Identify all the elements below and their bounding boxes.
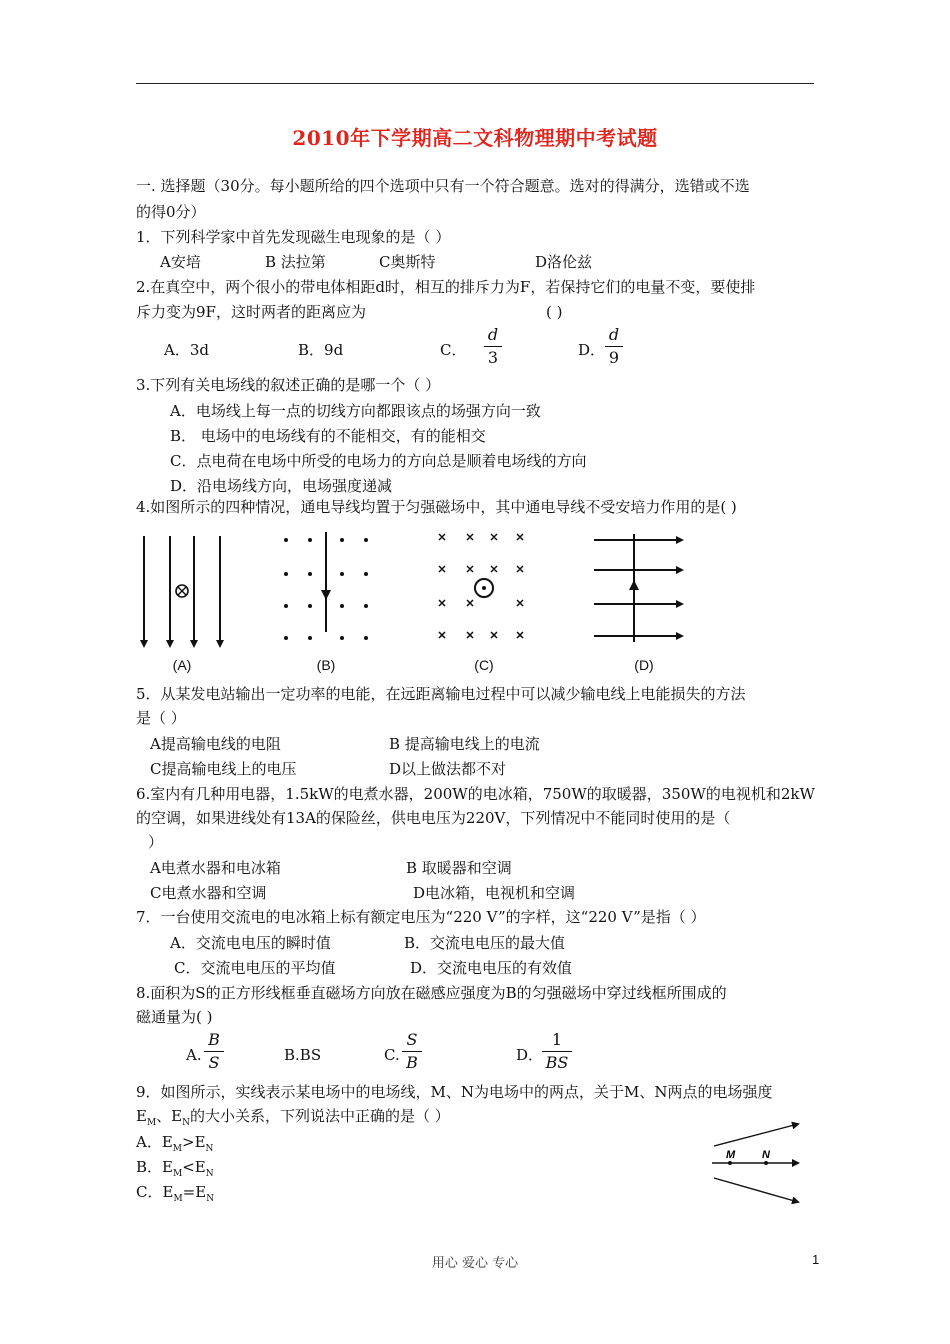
q8-option-c: C.: [384, 1046, 400, 1064]
q9-field-lines-figure: [706, 1118, 802, 1208]
q3-option-c: C．点电荷在电场中所受的电场力的方向总是顺着电场线的方向: [170, 452, 587, 470]
q8-option-b: B.BS: [284, 1046, 322, 1064]
q1-option-b: B 法拉第: [265, 253, 326, 271]
q8-stem-cont: 磁通量为( ): [136, 1008, 213, 1026]
q2-stem: 2.在真空中，两个很小的带电体相距d时，相互的排斥力为F，若保持它们的电量不变，要使排: [136, 278, 756, 296]
q2-option-d: D．: [578, 341, 606, 359]
q4-stem: 4.如图所示的四种情况，通电导线均置于匀强磁场中，其中通电导线不受安培力作用的是( ): [136, 498, 737, 516]
q3-option-d: D．沿电场线方向，电场强度递减: [170, 477, 393, 495]
q6-option-b: B 取暖器和空调: [406, 859, 512, 877]
figure-label-d: (D): [634, 657, 654, 673]
q3-option-a: A．电场线上每一点的切线方向都跟该点的场强方向一致: [170, 402, 541, 420]
q4-figures: [130, 528, 700, 678]
point-m-label: M: [726, 1149, 736, 1161]
q2-option-c-fraction: [484, 326, 502, 367]
q9-option-b: B．$E_M<E_N$: [136, 1158, 214, 1179]
q9-stem: 9．如图所示，实线表示某电场中的电场线，M、N为电场中的两点，关于M、N两点的电场强度: [136, 1083, 773, 1101]
denominator: BS: [545, 1053, 569, 1072]
q7-option-a: A．交流电电压的瞬时值: [170, 934, 331, 952]
q8-option-a-fraction: [204, 1031, 224, 1072]
q3-stem: 3.下列有关电场线的叙述正确的是哪一个（ ）: [136, 376, 441, 394]
header-rule: [136, 83, 814, 84]
numerator: S: [406, 1030, 418, 1049]
q6-stem: 6.室内有几种用电器，1.5kW的电煮水器，200W的电冰箱，750W的取暖器，350W的电视机和2kW: [136, 785, 815, 803]
section-heading-cont: 的得0分）: [136, 203, 206, 221]
q1-option-c: C奥斯特: [379, 253, 436, 271]
q6-option-a: A电煮水器和电冰箱: [150, 859, 281, 877]
numerator: 1: [551, 1030, 563, 1049]
q7-option-b: B．交流电电压的最大值: [404, 934, 566, 952]
q1-option-a: A安培: [160, 253, 201, 271]
q9-option-c: C．$E_M=E_N$: [136, 1183, 215, 1204]
q9-stem-cont: $E_M$、$E_N$的大小关系，下列说法中正确的是（ ）: [136, 1107, 450, 1128]
section-heading: 一. 选择题（30分。每小题所给的四个选项中只有一个符合题意。选对的得满分，选错或不选: [136, 177, 750, 195]
q5-option-a: A提高输电线的电阻: [150, 735, 281, 753]
q8-option-d: D．: [516, 1046, 544, 1064]
page-number: 1: [812, 1252, 820, 1267]
page-footer: 用心 爱心 专心: [431, 1256, 519, 1271]
q8-option-c-fraction: [402, 1031, 422, 1072]
q5-option-d: D以上做法都不对: [389, 760, 507, 778]
q9-option-a: A．$E_M>E_N$: [136, 1133, 214, 1154]
q2-answer-paren: ( ): [546, 303, 563, 321]
q5-stem: 5．从某发电站输出一定功率的电能，在远距离输电过程中可以减少输电线上电能损失的方法: [136, 685, 746, 703]
q7-option-c: C．交流电电压的平均值: [174, 959, 336, 977]
q5-option-b: B 提高输电线上的电流: [389, 735, 540, 753]
q1-stem: 1．下列科学家中首先发现磁生电现象的是（ ）: [136, 228, 451, 246]
q7-option-d: D．交流电电压的有效值: [410, 959, 573, 977]
q6-option-d: D电冰箱，电视机和空调: [413, 884, 576, 902]
denominator: B: [406, 1053, 418, 1072]
q1-option-d: D洛伦兹: [535, 253, 593, 271]
numerator: B: [208, 1030, 220, 1049]
denominator: 3: [487, 348, 499, 367]
q8-option-a: A.: [186, 1046, 202, 1064]
q6-stem-end: ）: [148, 833, 164, 851]
q6-option-c: C电煮水器和空调: [150, 884, 267, 902]
q3-option-b: B． 电场中的电场线有的不能相交，有的能相交: [170, 427, 486, 445]
q5-stem-cont: 是（ ）: [136, 709, 186, 727]
page-title: 2010年下学期高二文科物理期中考试题: [292, 126, 658, 150]
figure-label-b: (B): [316, 657, 336, 673]
q2-option-b: B．9d: [298, 341, 344, 359]
q2-option-a: A．3d: [164, 341, 209, 359]
denominator: 9: [608, 348, 620, 367]
q6-stem-cont: 的空调，如果进线处有13A的保险丝，供电电压为220V，下列情况中不能同时使用的是（: [136, 809, 731, 827]
q5-option-c: C提高输电线上的电压: [150, 760, 297, 778]
q2-stem-cont: 斥力变为9F，这时两者的距离应为: [136, 303, 366, 321]
denominator: S: [208, 1053, 220, 1072]
numerator: d: [608, 325, 620, 344]
q7-stem: 7．一台使用交流电的电冰箱上标有额定电压为“220 V”的字样，这“220 V”是指（ ）: [136, 908, 706, 926]
q8-stem: 8.面积为S的正方形线框垂直磁场方向放在磁感应强度为B的匀强磁场中穿过线框所围成的: [136, 984, 727, 1002]
figure-label-a: (A): [172, 657, 192, 673]
q8-option-d-fraction: [542, 1031, 572, 1072]
figure-d: [594, 534, 682, 642]
point-n-label: N: [762, 1149, 770, 1161]
figure-c: [439, 534, 523, 638]
figure-b: [284, 532, 368, 640]
q2-option-d-fraction: [605, 326, 623, 367]
figure-label-c: (C): [474, 657, 494, 673]
q2-option-c: C．: [440, 341, 467, 359]
numerator: d: [487, 325, 499, 344]
figure-a: [144, 536, 220, 646]
